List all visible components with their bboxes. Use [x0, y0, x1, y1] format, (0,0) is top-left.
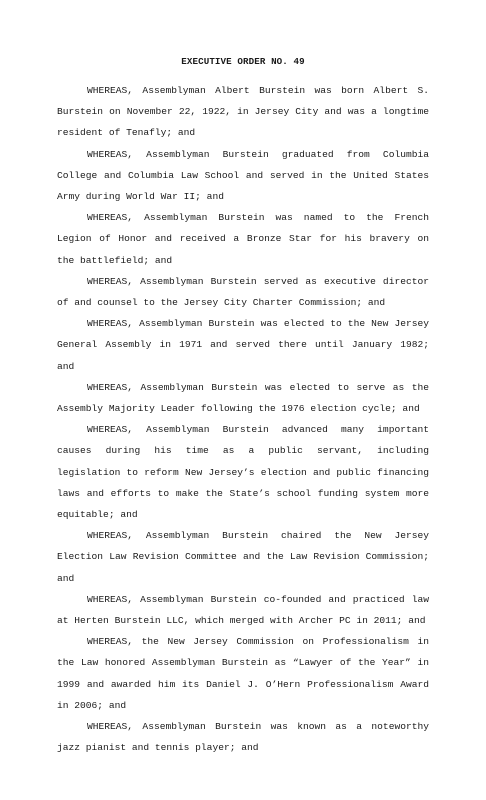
- whereas-paragraph: WHEREAS, Assemblyman Burstein graduated from Columbia College and Columbia Law School and served in the United States Army during World War II; and: [57, 148, 429, 203]
- whereas-paragraph: WHEREAS, Assemblyman Burstein was elected to the New Jersey General Assembly in 1971 and served there until January 1982; and: [57, 318, 429, 372]
- whereas-paragraph: WHEREAS, the New Jersey Commission on Professionalism in the Law honored Assemblyman Burstein as “Lawyer of the Year” in 1999 and awarded him its Daniel J. O’Hern Professionalism Award in 2006; and: [57, 636, 429, 711]
- document-body: [57, 80, 429, 759]
- whereas-paragraph: WHEREAS, Assemblyman Burstein was named to the French Legion of Honor and received a Bronze Star for his bravery on the battlefield; and: [57, 212, 429, 266]
- whereas-paragraph: WHEREAS, Assemblyman Burstein served as executive director of and counsel to the Jersey City Charter Commission; and: [57, 275, 429, 309]
- whereas-paragraph: WHEREAS, Assemblyman Burstein advanced many important causes during his time as a public servant, including legislation to reform New Jersey’s election and public financing laws and efforts to make the State’s school funding system more equitable; and: [57, 424, 429, 521]
- whereas-paragraph: WHEREAS, Assemblyman Burstein co-founded and practiced law at Herten Burstein LLC, which merged with Archer PC in 2011; and: [57, 593, 429, 627]
- whereas-paragraph: WHEREAS, Assemblyman Burstein chaired the New Jersey Election Law Revision Committee and the Law Revision Commission; and: [57, 530, 429, 584]
- whereas-paragraph: WHEREAS, Assemblyman Burstein was elected to serve as the Assembly Majority Leader following the 1976 election cycle; and: [57, 381, 429, 415]
- whereas-paragraph: WHEREAS, Assemblyman Albert Burstein was born Albert S. Burstein on November 22, 1922, in Jersey City and was a longtime resident of Tenafly; and: [57, 85, 429, 139]
- document-title: EXECUTIVE ORDER NO. 49: [181, 56, 305, 67]
- whereas-paragraph: WHEREAS, Assemblyman Burstein was known as a noteworthy jazz pianist and tennis player; and: [57, 721, 429, 754]
